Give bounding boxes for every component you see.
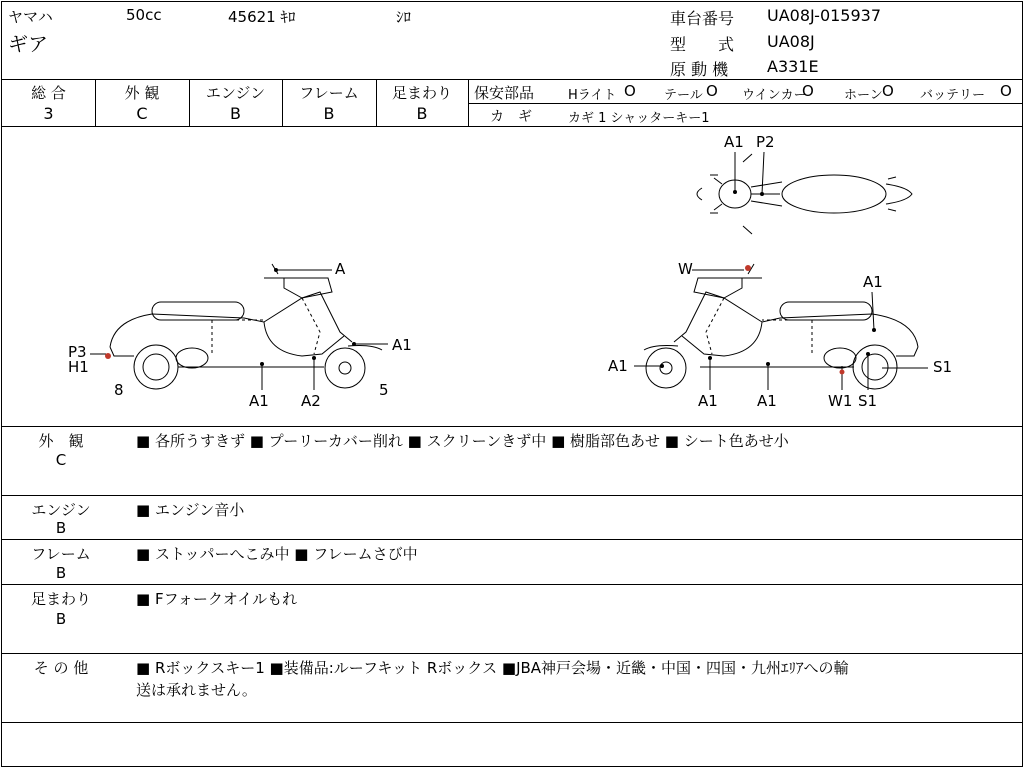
note-title-suspension: 足まわり — [30, 590, 91, 608]
mark-label: 5 — [379, 381, 389, 399]
safety-status: O — [802, 82, 814, 100]
grade-label-total: 総 合 — [31, 84, 66, 102]
note-text-other-cont: 送は承れません。 — [136, 681, 257, 699]
damage-marker — [105, 353, 111, 359]
grade-value-total: 3 — [43, 104, 54, 123]
mark-label: A — [335, 260, 346, 278]
auction-sheet — [1, 1, 1023, 767]
divider — [2, 584, 1022, 585]
key-value: カギ 1 シャッターキー1 — [568, 111, 710, 126]
mark-label: A1 — [392, 336, 412, 354]
right-side-scooter — [634, 264, 928, 390]
grade-value-suspension: B — [416, 104, 428, 123]
note-text-other: ■ Rボックスキー1 ■装備品:ルーフキット Rボックス ■JBA神戸会場・近畿・中国・四国・九州ｴﾘｱへの輸 — [136, 659, 849, 677]
mark-label: P2 — [756, 133, 775, 151]
safety-item-battery: バッテリー — [920, 88, 986, 103]
maker: ヤマハ — [8, 8, 53, 26]
note-title-frame: フレーム — [31, 545, 91, 563]
mark-label: H1 — [68, 358, 89, 376]
note-grade-suspension: B — [55, 610, 67, 628]
grade-label-exterior: 外 観 — [124, 84, 160, 102]
mark-label: A1 — [608, 357, 628, 375]
mileage: 45621 ｷﾛ — [228, 8, 296, 26]
note-text-frame: ■ ストッパーへこみ中 ■ フレームさび中 — [136, 545, 418, 563]
displacement: 50cc — [126, 6, 162, 24]
type-value: UA08J — [767, 32, 815, 51]
mark-label: S1 — [858, 392, 878, 410]
safety-item-tail: テール — [664, 88, 703, 103]
engine-value: A331E — [767, 57, 819, 76]
mark-label: A1 — [757, 392, 777, 410]
grade-label-engine: エンジン — [205, 84, 266, 102]
mark-label: A1 — [724, 133, 744, 151]
mark-label: S1 — [933, 358, 953, 376]
safety-item-headlight: Hライト — [568, 88, 617, 103]
damage-marker — [840, 370, 845, 375]
safety-item-horn: ホーン — [844, 88, 883, 103]
safety-status: O — [882, 82, 894, 100]
note-text-engine: ■ エンジン音小 — [136, 501, 245, 519]
divider — [2, 79, 1022, 80]
safety-status: O — [624, 82, 636, 100]
divider — [2, 426, 1022, 427]
safety-status: O — [706, 82, 718, 100]
engine-label: 原 動 機 — [670, 60, 729, 79]
note-text-suspension: ■ Fフォークオイルもれ — [136, 590, 298, 608]
note-title-engine: エンジン — [31, 501, 91, 519]
divider — [2, 722, 1022, 723]
grade-value-frame: B — [323, 104, 335, 123]
note-title-exterior: 外 観 — [38, 432, 84, 450]
divider — [2, 495, 1022, 496]
note-grade-frame: B — [55, 564, 67, 582]
damage-marker — [745, 265, 751, 271]
left-side-scooter — [90, 264, 382, 390]
mark-label: W — [678, 260, 693, 278]
note-text-exterior: ■ 各所うすきず ■ プーリーカバー削れ ■ スクリーンきず中 ■ 樹脂部色あせ ■ シート色あせ小 — [136, 432, 789, 450]
mark-label: 8 — [114, 381, 124, 399]
model-name: ギア — [8, 32, 48, 56]
chassis-value: UA08J-015937 — [767, 6, 882, 25]
grade-value-exterior: C — [136, 104, 148, 123]
mark-label: A1 — [249, 392, 269, 410]
divider — [2, 539, 1022, 540]
note-grade-engine: B — [55, 519, 67, 537]
chassis-label: 車台番号 — [670, 9, 735, 28]
grade-value-engine: B — [230, 104, 241, 123]
key-label: カ ギ — [490, 109, 532, 125]
divider — [2, 653, 1022, 654]
mark-label: P3 — [68, 343, 87, 361]
safety-status: O — [1000, 82, 1012, 100]
body-color: ｼﾛ — [396, 8, 412, 26]
grade-label-suspension: 足まわり — [391, 84, 452, 102]
mark-label: A1 — [863, 273, 883, 291]
mark-label: A2 — [301, 392, 321, 410]
safety-item-winker: ウインカー — [742, 88, 807, 103]
top-view-scooter — [697, 154, 912, 234]
safety-label: 保安部品 — [474, 84, 535, 102]
divider — [468, 103, 1022, 104]
note-grade-exterior: C — [55, 451, 67, 469]
mark-label: A1 — [698, 392, 718, 410]
grade-label-frame: フレーム — [299, 84, 359, 102]
mark-label: W1 — [828, 392, 853, 410]
type-label: 型 式 — [670, 35, 735, 54]
note-title-other: そ の 他 — [33, 659, 89, 677]
